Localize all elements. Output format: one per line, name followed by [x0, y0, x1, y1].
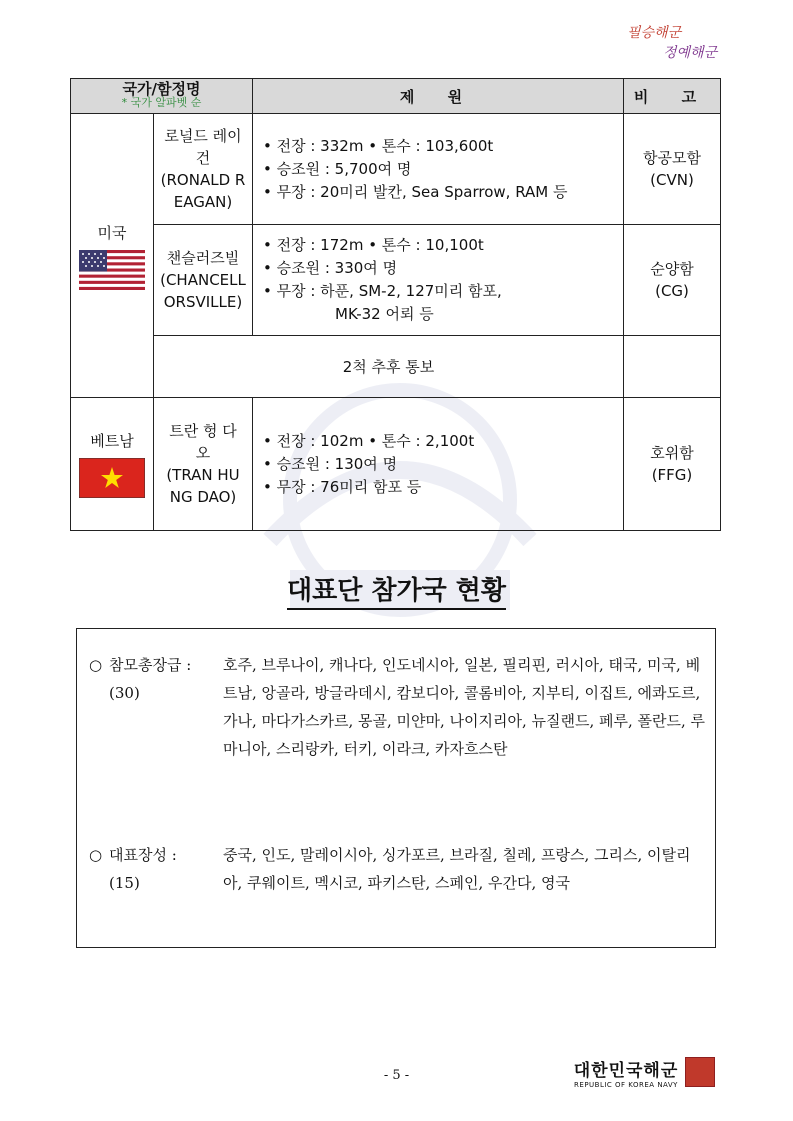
- slogan-logo: [623, 22, 763, 64]
- table-header-row: [71, 79, 721, 114]
- ship-type: 항공모함: [643, 149, 701, 167]
- ship-type-cell: [624, 114, 721, 225]
- ship-type-cell: [624, 398, 721, 531]
- spec-line: • 승조원 : 130여 명: [263, 454, 398, 473]
- bullet: ○: [89, 656, 103, 674]
- vietnam-flag-icon: [79, 458, 145, 498]
- ship-name-ko: 로널드 레이건: [164, 127, 242, 167]
- delegation-label: [89, 651, 224, 707]
- navy-logo: [571, 1056, 681, 1089]
- country-name: 미국: [97, 223, 127, 242]
- ship-name-cell: [154, 114, 253, 225]
- note-header: 비 고: [624, 79, 721, 114]
- usa-flag-icon: [79, 250, 145, 290]
- spec-line-continued: MK-32 어뢰 등: [335, 305, 434, 323]
- spec-line: • 무장 : 76미리 함포 등: [263, 477, 422, 496]
- ship-name-en: (TRAN HUNG DAO): [166, 466, 240, 506]
- pending-ships-cell: [154, 336, 624, 398]
- ships-table: [70, 78, 721, 531]
- slogan-line-2: 정예해군: [663, 45, 718, 61]
- delegation-countries: 호주, 브루나이, 캐나다, 인도네시아, 일본, 필리핀, 러시아, 태국, 미국, 베트남, 앙골라, 방글라데시, 캄보디아, 콜롬비아, 지부티, 이집트, 에콰도르, 가나, 마다가스카르, 몽골, 미얀마, 나이지리아, 뉴질랜드, 페루, 폴란드, 루마니아, 스리랑카, 터키, 이라크, 카자흐스탄: [223, 656, 706, 758]
- spec-line: • 무장 : 20미리 발칸, Sea Sparrow, RAM 등: [263, 182, 568, 201]
- spec-line: • 승조원 : 5,700여 명: [263, 159, 412, 178]
- ship-type-cell: [624, 225, 721, 336]
- ship-specs-cell: [253, 225, 624, 336]
- delegation-rank: 대표장성 :: [109, 846, 177, 864]
- ship-type: 순양함: [650, 260, 694, 278]
- pending-ships-text: 2척 추후 통보: [342, 357, 435, 376]
- spec-line: • 무장 : 하푼, SM-2, 127미리 함포,: [263, 282, 502, 300]
- ship-name-en: (CHANCELLORSVILLE): [160, 271, 246, 311]
- specs-header: 제 원: [253, 79, 624, 114]
- delegation-rank: 참모총장급 :: [109, 656, 192, 674]
- bullet: ○: [89, 846, 103, 864]
- table-row: [71, 336, 721, 398]
- delegations-box: [76, 628, 716, 948]
- spec-line: • 전장 : 102m • 톤수 : 2,100t: [263, 431, 475, 450]
- empty-note-cell: [624, 336, 721, 398]
- navy-logo-english: REPUBLIC OF KOREA NAVY: [574, 1081, 678, 1089]
- ship-name-ko: 트란 헝 다오: [169, 422, 237, 462]
- table-row: [71, 114, 721, 225]
- navy-logo-korean: 대한민국해군: [573, 1061, 679, 1081]
- country-ship-header-label: 국가/함정명: [122, 80, 201, 98]
- country-name: 베트남: [90, 432, 134, 450]
- delegation-count: (15): [109, 874, 140, 892]
- delegation-count: (30): [109, 684, 140, 702]
- ship-type: 호위함: [650, 444, 694, 462]
- spec-line: • 승조원 : 330여 명: [263, 259, 398, 277]
- spec-line: • 전장 : 172m • 톤수 : 10,100t: [263, 236, 484, 254]
- delegation-countries: 중국, 인도, 말레이시아, 싱가포르, 브라질, 칠레, 프랑스, 그리스, 이탈리아, 쿠웨이트, 멕시코, 파키스탄, 스페인, 우간다, 영국: [223, 846, 691, 892]
- page-number: - 5 -: [383, 1068, 410, 1083]
- section-title: 대표단 참가국 현황: [0, 570, 793, 607]
- country-cell-vietnam: [71, 398, 154, 531]
- country-ship-header: [71, 79, 253, 114]
- slogan-line-1: 필승해군: [627, 25, 682, 41]
- ship-specs-cell: [253, 398, 624, 531]
- ship-type-code: (FFG): [651, 466, 693, 484]
- delegation-label: [89, 841, 224, 897]
- navy-seal-icon: [685, 1057, 715, 1087]
- ship-type-code: (CVN): [650, 171, 694, 189]
- spec-line: • 전장 : 332m • 톤수 : 103,600t: [263, 136, 494, 155]
- ship-name-cell: [154, 398, 253, 531]
- country-ship-header-note: * 국가 알파벳 순: [121, 96, 202, 109]
- ship-name-en: (RONALD REAGAN): [160, 171, 246, 211]
- country-cell-usa: [71, 114, 154, 398]
- ship-name-ko: 챈슬러즈빌: [166, 249, 240, 267]
- ship-specs-cell: [253, 114, 624, 225]
- ship-name-cell: [154, 225, 253, 336]
- table-row: [71, 225, 721, 336]
- ship-type-code: (CG): [655, 282, 689, 300]
- table-row: [71, 398, 721, 531]
